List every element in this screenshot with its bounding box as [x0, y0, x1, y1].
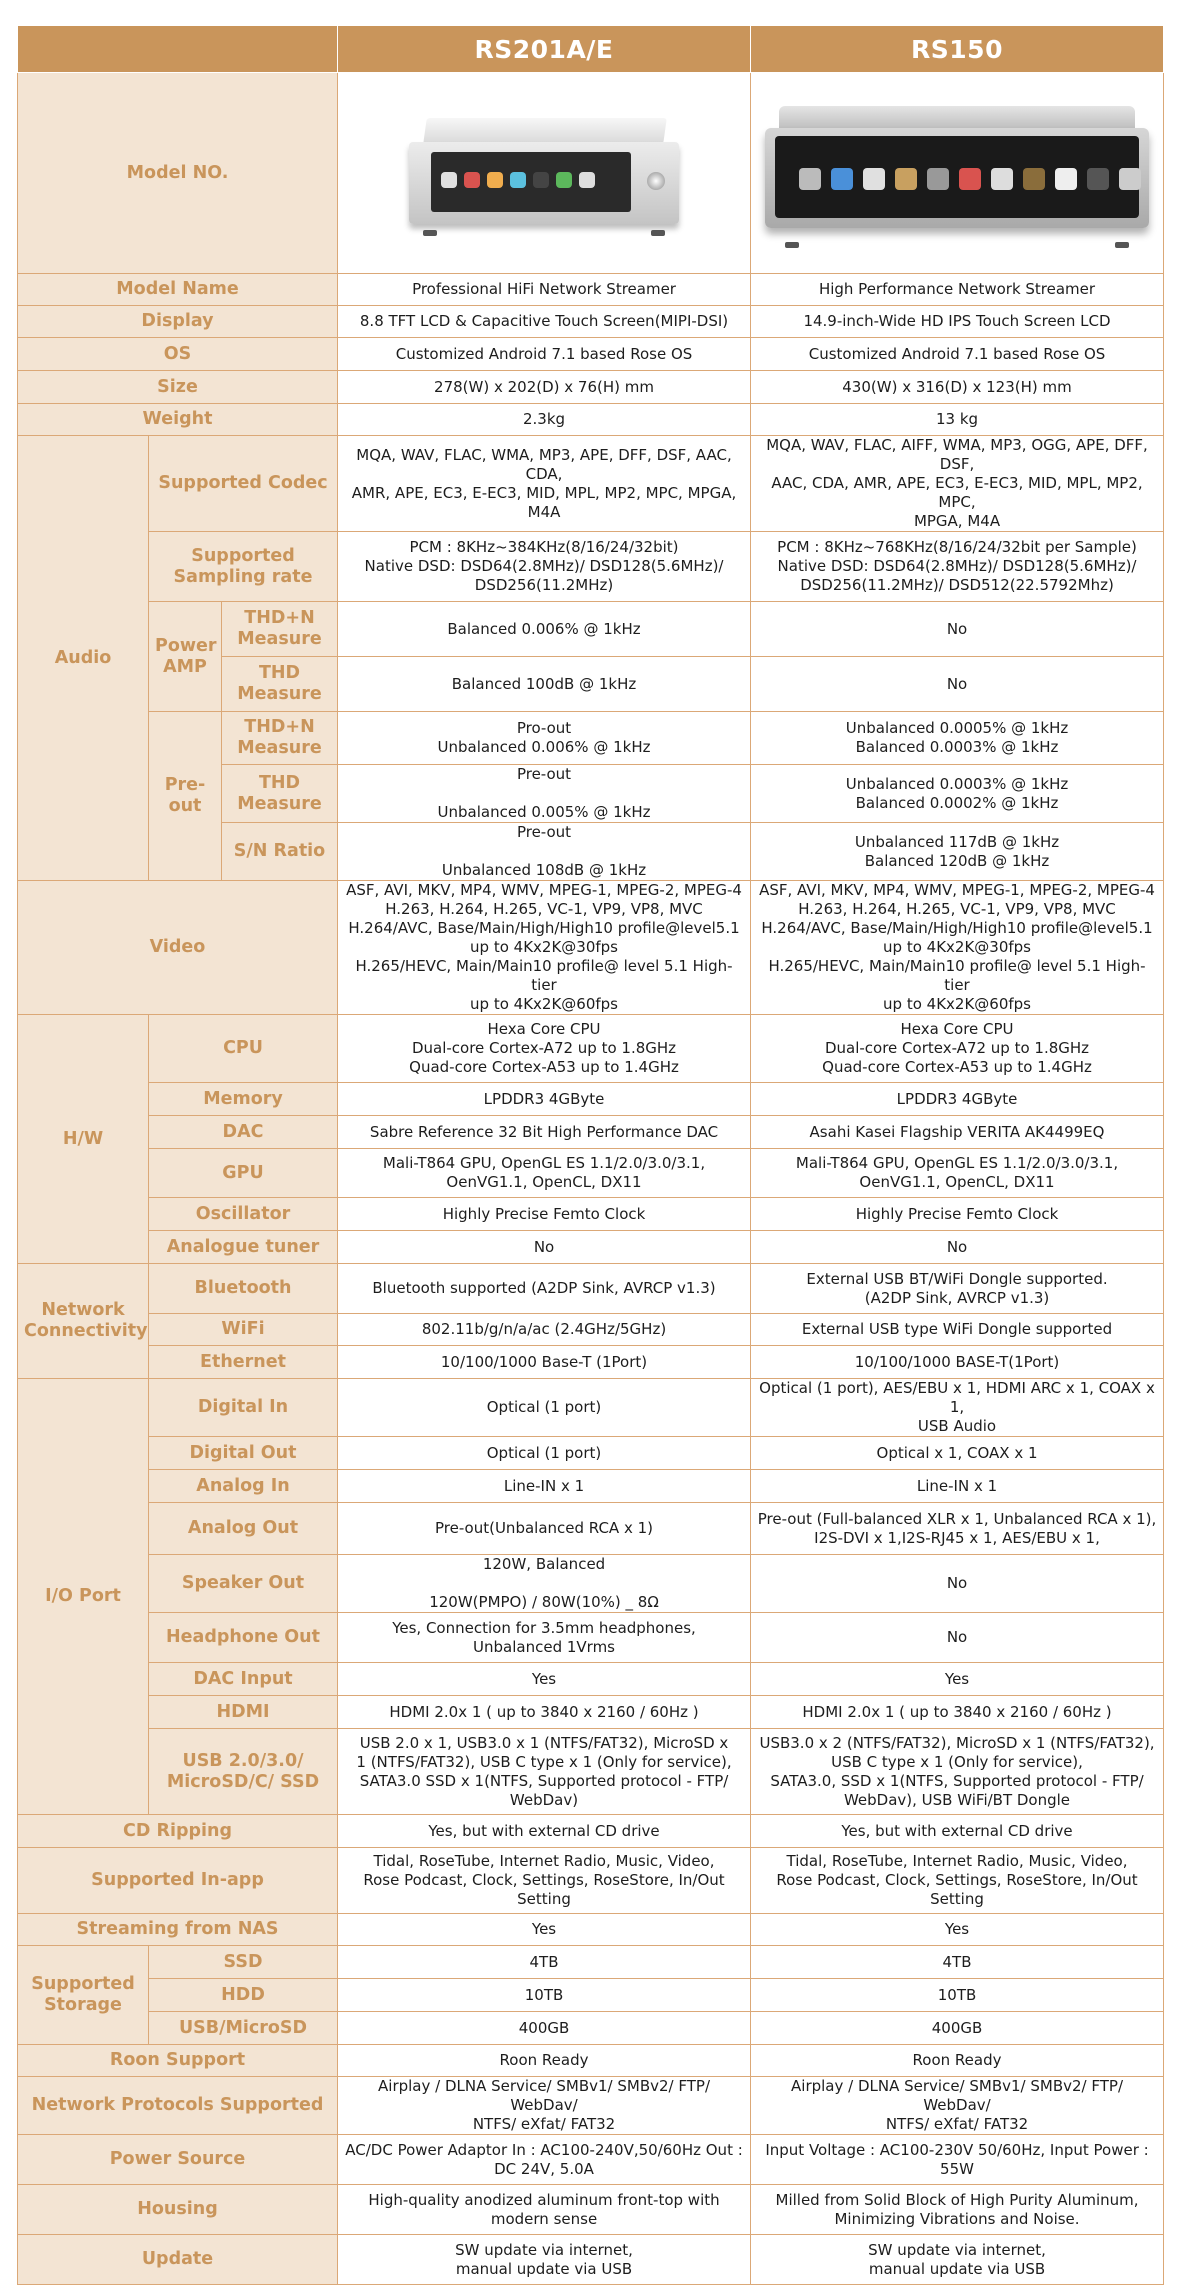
- cpu-row: [18, 1015, 1164, 1083]
- protocols-row: [18, 2077, 1164, 2135]
- analog-in-b: Line-IN x 1: [751, 1470, 1164, 1503]
- sampling-label: Supported Sampling rate: [149, 532, 338, 602]
- video-label: Video: [18, 881, 338, 1015]
- tuner-row: [18, 1231, 1164, 1264]
- ethernet-a: 10/100/1000 Base-T (1Port): [338, 1346, 751, 1379]
- nas-a: Yes: [338, 1914, 751, 1946]
- sampling-row: [18, 532, 1164, 602]
- housing-b: Milled from Solid Block of High Purity Aluminum, Minimizing Vibrations and Noise.: [751, 2185, 1164, 2235]
- digital-in-a: Optical (1 port): [338, 1379, 751, 1437]
- cpu-label: CPU: [149, 1015, 338, 1083]
- model-name-row: [18, 274, 1164, 306]
- pre-out-label: Pre- out: [149, 712, 222, 881]
- size-a: 278(W) x 202(D) x 76(H) mm: [338, 371, 751, 404]
- video-a: ASF, AVI, MKV, MP4, WMV, MPEG-1, MPEG-2, MPEG-4 H.263, H.264, H.265, VC-1, VP9, VP8, MVC H.264/AVC, Base/Main/High/High10 profile@level5.1 up to 4Kx2K@30fps H.265/HEVC, Main/Main10 profile@ level 5.1 High-tier up to 4Kx2K@60fps: [338, 881, 751, 1015]
- oscillator-b: Highly Precise Femto Clock: [751, 1198, 1164, 1231]
- headphone-out-row: [18, 1613, 1164, 1663]
- pre-out-snr-b: Unbalanced 117dB @ 1kHz Balanced 120dB @ 1kHz: [751, 823, 1164, 881]
- inapp-a: Tidal, RoseTube, Internet Radio, Music, Video, Rose Podcast, Clock, Settings, RoseStore, In/Out Setting: [338, 1848, 751, 1914]
- hdmi-b: HDMI 2.0x 1 ( up to 3840 x 2160 / 60Hz ): [751, 1696, 1164, 1729]
- dac-row: [18, 1116, 1164, 1149]
- power-amp-thdn-a: Balanced 0.006% @ 1kHz: [338, 602, 751, 657]
- model-name-a: Professional HiFi Network Streamer: [338, 274, 751, 306]
- power-amp-thdn-b: No: [751, 602, 1164, 657]
- oscillator-row: [18, 1198, 1164, 1231]
- memory-label: Memory: [149, 1083, 338, 1116]
- digital-in-row: [18, 1379, 1164, 1437]
- display-row: [18, 306, 1164, 338]
- wifi-row: [18, 1314, 1164, 1346]
- usb-storage-b: 400GB: [751, 2012, 1164, 2045]
- usb-storage-row: [18, 2012, 1164, 2045]
- io-label: I/O Port: [18, 1379, 149, 1815]
- power-row: [18, 2135, 1164, 2185]
- roon-row: [18, 2045, 1164, 2077]
- digital-out-label: Digital Out: [149, 1437, 338, 1470]
- storage-label: Supported Storage: [18, 1946, 149, 2045]
- pre-out-thdn-row: [18, 712, 1164, 765]
- weight-b: 13 kg: [751, 404, 1164, 436]
- ssd-a: 4TB: [338, 1946, 751, 1979]
- usb-b: USB3.0 x 2 (NTFS/FAT32), MicroSD x 1 (NTFS/FAT32), USB C type x 1 (Only for service), SATA3.0, SSD x 1(NTFS, Supported protocol - FTP/ WebDav), USB WiFi/BT Dongle: [751, 1729, 1164, 1815]
- hdd-a: 10TB: [338, 1979, 751, 2012]
- analog-out-a: Pre-out(Unbalanced RCA x 1): [338, 1503, 751, 1555]
- display-b: 14.9-inch-Wide HD IPS Touch Screen LCD: [751, 306, 1164, 338]
- hw-label: H/W: [18, 1015, 149, 1264]
- bluetooth-b: External USB BT/WiFi Dongle supported. (A2DP Sink, AVRCP v1.3): [751, 1264, 1164, 1314]
- protocols-label: Network Protocols Supported: [18, 2077, 338, 2135]
- usb-label: USB 2.0/3.0/ MicroSD/C/ SSD: [149, 1729, 338, 1815]
- codec-label: Supported Codec: [149, 436, 338, 532]
- model-b-heading: RS150: [751, 26, 1164, 73]
- display-label: Display: [18, 306, 338, 338]
- pre-out-thdn-b: Unbalanced 0.0005% @ 1kHz Balanced 0.0003% @ 1kHz: [751, 712, 1164, 765]
- hdd-b: 10TB: [751, 1979, 1164, 2012]
- roon-a: Roon Ready: [338, 2045, 751, 2077]
- headphone-out-a: Yes, Connection for 3.5mm headphones, Unbalanced 1Vrms: [338, 1613, 751, 1663]
- model-no-label: Model NO.: [18, 73, 338, 274]
- inapp-label: Supported In-app: [18, 1848, 338, 1914]
- gpu-row: [18, 1149, 1164, 1198]
- black-streamer-image: [761, 98, 1153, 248]
- model-name-label: Model Name: [18, 274, 338, 306]
- video-b: ASF, AVI, MKV, MP4, WMV, MPEG-1, MPEG-2, MPEG-4 H.263, H.264, H.265, VC-1, VP9, VP8, MVC H.264/AVC, Base/Main/High/High10 profile@level5.1 up to 4Kx2K@30fps H.265/HEVC, Main/Main10 profile@ level 5.1 High-tier up to 4Kx2K@60fps: [751, 881, 1164, 1015]
- codec-a: MQA, WAV, FLAC, WMA, MP3, APE, DFF, DSF, AAC, CDA, AMR, APE, EC3, E-EC3, MID, MPL, MP2, MPC, MPGA, M4A: [338, 436, 751, 532]
- analog-out-row: [18, 1503, 1164, 1555]
- housing-row: [18, 2185, 1164, 2235]
- digital-in-b: Optical (1 port), AES/EBU x 1, HDMI ARC x 1, COAX x 1, USB Audio: [751, 1379, 1164, 1437]
- sampling-b: PCM : 8KHz~768KHz(8/16/24/32bit per Sample) Native DSD: DSD64(2.8MHz)/ DSD128(5.6MHz)/ DSD256(11.2MHz)/ DSD512(22.5792Mhz): [751, 532, 1164, 602]
- analog-out-label: Analog Out: [149, 1503, 338, 1555]
- housing-a: High-quality anodized aluminum front-top with modern sense: [338, 2185, 751, 2235]
- ethernet-b: 10/100/1000 BASE-T(1Port): [751, 1346, 1164, 1379]
- model-no-row: [18, 73, 1164, 274]
- update-label: Update: [18, 2235, 338, 2285]
- network-label: Network Connectivity: [18, 1264, 149, 1379]
- protocols-a: Airplay / DLNA Service/ SMBv1/ SMBv2/ FTP/ WebDav/ NTFS/ eXfat/ FAT32: [338, 2077, 751, 2135]
- audio-label: Audio: [18, 436, 149, 881]
- dac-b: Asahi Kasei Flagship VERITA AK4499EQ: [751, 1116, 1164, 1149]
- speaker-out-row: [18, 1555, 1164, 1613]
- speaker-out-b: No: [751, 1555, 1164, 1613]
- power-amp-thd-a: Balanced 100dB @ 1kHz: [338, 657, 751, 712]
- model-a-heading: RS201A/E: [338, 26, 751, 73]
- dac-input-b: Yes: [751, 1663, 1164, 1696]
- usb-a: USB 2.0 x 1, USB3.0 x 1 (NTFS/FAT32), MicroSD x 1 (NTFS/FAT32), USB C type x 1 (Only for service), SATA3.0 SSD x 1(NTFS, Supported protocol - FTP/ WebDav): [338, 1729, 751, 1815]
- pre-out-snr-label: S/N Ratio: [222, 823, 338, 881]
- digital-out-a: Optical (1 port): [338, 1437, 751, 1470]
- pre-out-snr-a: Pre-out Unbalanced 108dB @ 1kHz: [338, 823, 751, 881]
- ethernet-row: [18, 1346, 1164, 1379]
- cd-ripping-label: CD Ripping: [18, 1815, 338, 1848]
- sampling-a: PCM : 8KHz~384KHz(8/16/24/32bit) Native DSD: DSD64(2.8MHz)/ DSD128(5.6MHz)/ DSD256(11.2MHz): [338, 532, 751, 602]
- update-b: SW update via internet, manual update via USB: [751, 2235, 1164, 2285]
- tuner-a: No: [338, 1231, 751, 1264]
- nas-b: Yes: [751, 1914, 1164, 1946]
- pre-out-thdn-a: Pro-out Unbalanced 0.006% @ 1kHz: [338, 712, 751, 765]
- pre-out-thd-label: THD Measure: [222, 765, 338, 823]
- size-label: Size: [18, 371, 338, 404]
- cd-ripping-b: Yes, but with external CD drive: [751, 1815, 1164, 1848]
- ssd-b: 4TB: [751, 1946, 1164, 1979]
- cd-ripping-a: Yes, but with external CD drive: [338, 1815, 751, 1848]
- oscillator-a: Highly Precise Femto Clock: [338, 1198, 751, 1231]
- analog-in-row: [18, 1470, 1164, 1503]
- bluetooth-row: [18, 1264, 1164, 1314]
- pre-out-thd-a: Pre-out Unbalanced 0.005% @ 1kHz: [338, 765, 751, 823]
- power-a: AC/DC Power Adaptor In : AC100-240V,50/60Hz Out : DC 24V, 5.0A: [338, 2135, 751, 2185]
- inapp-b: Tidal, RoseTube, Internet Radio, Music, Video, Rose Podcast, Clock, Settings, RoseStore, In/Out Setting: [751, 1848, 1164, 1914]
- wifi-a: 802.11b/g/n/a/ac (2.4GHz/5GHz): [338, 1314, 751, 1346]
- digital-out-row: [18, 1437, 1164, 1470]
- housing-label: Housing: [18, 2185, 338, 2235]
- model-b-image-cell: [751, 73, 1164, 274]
- hdd-label: HDD: [149, 1979, 338, 2012]
- os-label: OS: [18, 338, 338, 371]
- analog-in-a: Line-IN x 1: [338, 1470, 751, 1503]
- silver-streamer-image: [403, 110, 685, 236]
- cd-ripping-row: [18, 1815, 1164, 1848]
- analog-out-b: Pre-out (Full-balanced XLR x 1, Unbalanced RCA x 1), I2S-DVI x 1,I2S-RJ45 x 1, AES/EBU x 1,: [751, 1503, 1164, 1555]
- headphone-out-label: Headphone Out: [149, 1613, 338, 1663]
- power-amp-label: Power AMP: [149, 602, 222, 712]
- gpu-label: GPU: [149, 1149, 338, 1198]
- hdmi-a: HDMI 2.0x 1 ( up to 3840 x 2160 / 60Hz ): [338, 1696, 751, 1729]
- power-b: Input Voltage : AC100-230V 50/60Hz, Input Power : 55W: [751, 2135, 1164, 2185]
- size-b: 430(W) x 316(D) x 123(H) mm: [751, 371, 1164, 404]
- digital-in-label: Digital In: [149, 1379, 338, 1437]
- power-amp-thdn-row: [18, 602, 1164, 657]
- hdd-row: [18, 1979, 1164, 2012]
- speaker-out-a: 120W, Balanced 120W(PMPO) / 80W(10%) _ 8Ω: [338, 1555, 751, 1613]
- header-blank-cell: [18, 26, 338, 73]
- dac-input-a: Yes: [338, 1663, 751, 1696]
- pre-out-thdn-label: THD+N Measure: [222, 712, 338, 765]
- usb-row: [18, 1729, 1164, 1815]
- weight-label: Weight: [18, 404, 338, 436]
- tuner-label: Analogue tuner: [149, 1231, 338, 1264]
- codec-b: MQA, WAV, FLAC, AIFF, WMA, MP3, OGG, APE, DFF, DSF, AAC, CDA, AMR, APE, EC3, E-EC3, MID, MPL, MP2, MPC, MPGA, M4A: [751, 436, 1164, 532]
- display-a: 8.8 TFT LCD & Capacitive Touch Screen(MIPI-DSI): [338, 306, 751, 338]
- audio-codec-row: [18, 436, 1164, 532]
- nas-label: Streaming from NAS: [18, 1914, 338, 1946]
- nas-row: [18, 1914, 1164, 1946]
- spec-comparison-table: [17, 25, 1164, 2285]
- memory-b: LPDDR3 4GByte: [751, 1083, 1164, 1116]
- dac-input-row: [18, 1663, 1164, 1696]
- cpu-a: Hexa Core CPU Dual-core Cortex-A72 up to 1.8GHz Quad-core Cortex-A53 up to 1.4GHz: [338, 1015, 751, 1083]
- gpu-a: Mali-T864 GPU, OpenGL ES 1.1/2.0/3.0/3.1, OenVG1.1, OpenCL, DX11: [338, 1149, 751, 1198]
- speaker-out-label: Speaker Out: [149, 1555, 338, 1613]
- memory-row: [18, 1083, 1164, 1116]
- protocols-b: Airplay / DLNA Service/ SMBv1/ SMBv2/ FTP/ WebDav/ NTFS/ eXfat/ FAT32: [751, 2077, 1164, 2135]
- pre-out-thd-b: Unbalanced 0.0003% @ 1kHz Balanced 0.0002% @ 1kHz: [751, 765, 1164, 823]
- tuner-b: No: [751, 1231, 1164, 1264]
- memory-a: LPDDR3 4GByte: [338, 1083, 751, 1116]
- inapp-row: [18, 1848, 1164, 1914]
- weight-row: [18, 404, 1164, 436]
- power-amp-thdn-label: THD+N Measure: [222, 602, 338, 657]
- headphone-out-b: No: [751, 1613, 1164, 1663]
- digital-out-b: Optical x 1, COAX x 1: [751, 1437, 1164, 1470]
- dac-a: Sabre Reference 32 Bit High Performance DAC: [338, 1116, 751, 1149]
- hdmi-row: [18, 1696, 1164, 1729]
- usb-storage-a: 400GB: [338, 2012, 751, 2045]
- os-a: Customized Android 7.1 based Rose OS: [338, 338, 751, 371]
- ssd-label: SSD: [149, 1946, 338, 1979]
- roon-b: Roon Ready: [751, 2045, 1164, 2077]
- model-name-b: High Performance Network Streamer: [751, 274, 1164, 306]
- size-row: [18, 371, 1164, 404]
- power-amp-thd-label: THD Measure: [222, 657, 338, 712]
- dac-label: DAC: [149, 1116, 338, 1149]
- power-label: Power Source: [18, 2135, 338, 2185]
- update-a: SW update via internet, manual update via USB: [338, 2235, 751, 2285]
- header-row: [18, 26, 1164, 73]
- gpu-b: Mali-T864 GPU, OpenGL ES 1.1/2.0/3.0/3.1, OenVG1.1, OpenCL, DX11: [751, 1149, 1164, 1198]
- roon-label: Roon Support: [18, 2045, 338, 2077]
- weight-a: 2.3kg: [338, 404, 751, 436]
- os-b: Customized Android 7.1 based Rose OS: [751, 338, 1164, 371]
- os-row: [18, 338, 1164, 371]
- cpu-b: Hexa Core CPU Dual-core Cortex-A72 up to 1.8GHz Quad-core Cortex-A53 up to 1.4GHz: [751, 1015, 1164, 1083]
- bluetooth-a: Bluetooth supported (A2DP Sink, AVRCP v1.3): [338, 1264, 751, 1314]
- wifi-label: WiFi: [149, 1314, 338, 1346]
- analog-in-label: Analog In: [149, 1470, 338, 1503]
- ssd-row: [18, 1946, 1164, 1979]
- model-a-image-cell: [338, 73, 751, 274]
- hdmi-label: HDMI: [149, 1696, 338, 1729]
- ethernet-label: Ethernet: [149, 1346, 338, 1379]
- usb-storage-label: USB/MicroSD: [149, 2012, 338, 2045]
- dac-input-label: DAC Input: [149, 1663, 338, 1696]
- wifi-b: External USB type WiFi Dongle supported: [751, 1314, 1164, 1346]
- video-row: [18, 881, 1164, 1015]
- update-row: [18, 2235, 1164, 2285]
- bluetooth-label: Bluetooth: [149, 1264, 338, 1314]
- power-amp-thd-b: No: [751, 657, 1164, 712]
- oscillator-label: Oscillator: [149, 1198, 338, 1231]
